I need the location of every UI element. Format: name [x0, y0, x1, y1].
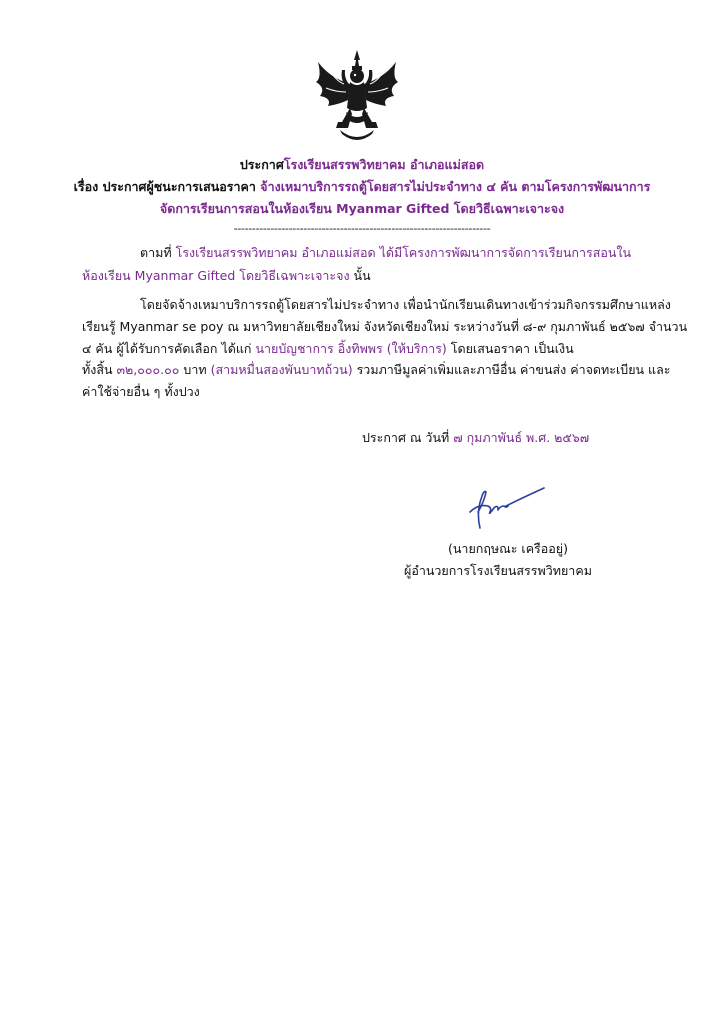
subject-prefix: เรื่อง ประกาศผู้ชนะการเสนอราคา [73, 179, 256, 194]
subject-line-2: จัดการเรียนการสอนในห้องเรียน Myanmar Gifted โดยวิธีเฉพาะเจาะจง [159, 201, 565, 216]
announce-date-line: ประกาศ ณ วันที่ ๗ กุมภาพันธ์ พ.ศ. ๒๕๖๗ [362, 430, 590, 445]
paragraph-2-line-4: ทั้งสิ้น ๓๒,๐๐๐.๐๐ บาท (สามหมื่นสองพันบาทถ้วน) รวมภาษีมูลค่าเพิ่มและภาษีอื่น ค่าขนส่ง ค่าจดทะเบียน และ [82, 362, 671, 377]
announcement-title [0, 157, 724, 173]
paragraph-2-line-1: โดยจัดจ้างเหมาบริการรถตู้โดยสารไม่ประจำทาง เพื่อนำนักเรียนเดินทางเข้าร่วมกิจกรรมศึกษาแหล่ง [140, 297, 671, 312]
signer-position: ผู้อำนวยการโรงเรียนสรรพวิทยาคม [404, 563, 592, 578]
subject-text: จ้างเหมาบริการรถตู้โดยสารไม่ประจำทาง ๔ คัน ตามโครงการพัฒนาการ [260, 179, 651, 194]
school-name: โรงเรียนสรรพวิทยาคม อำเภอแม่สอด [283, 157, 485, 172]
paragraph-2-line-2: เรียนรู้ Myanmar se poy ณ มหาวิทยาลัยเชียงใหม่ จังหวัดเชียงใหม่ ระหว่างวันที่ ๘-๙ กุมภาพันธ์ ๒๕๖๗ จำนวน [82, 319, 688, 334]
contractor-name: นายบัญชาการ อิ้งทิพพร (ให้บริการ) [255, 341, 447, 356]
handwritten-signature-icon [462, 482, 552, 530]
paragraph-1-line-2: ห้องเรียน Myanmar Gifted โดยวิธีเฉพาะเจาะจง นั้น [82, 268, 371, 283]
price-in-words: (สามหมื่นสองพันบาทถ้วน) [210, 362, 353, 377]
title-prefix: ประกาศ [239, 157, 284, 172]
divider: ---------------------------------------------------------------------- [233, 222, 491, 235]
garuda-emblem-icon [312, 48, 402, 146]
paragraph-2-line-5: ค่าใช้จ่ายอื่น ๆ ทั้งปวง [82, 384, 200, 399]
subject-line [0, 179, 724, 195]
announce-date: ๗ กุมภาพันธ์ พ.ศ. ๒๕๖๗ [453, 430, 590, 445]
price-amount: ๓๒,๐๐๐.๐๐ [116, 362, 180, 377]
paragraph-1-line-1: ตามที่ โรงเรียนสรรพวิทยาคม อำเภอแม่สอด ได้มีโครงการพัฒนาการจัดการเรียนการสอนใน [140, 245, 632, 260]
signer-name: (นายกฤษณะ เครืออยู่) [448, 541, 568, 556]
paragraph-2-line-3: ๔ คัน ผู้ได้รับการคัดเลือก ได้แก่ นายบัญชาการ อิ้งทิพพร (ให้บริการ) โดยเสนอราคา เป็นเงิน [82, 341, 574, 356]
